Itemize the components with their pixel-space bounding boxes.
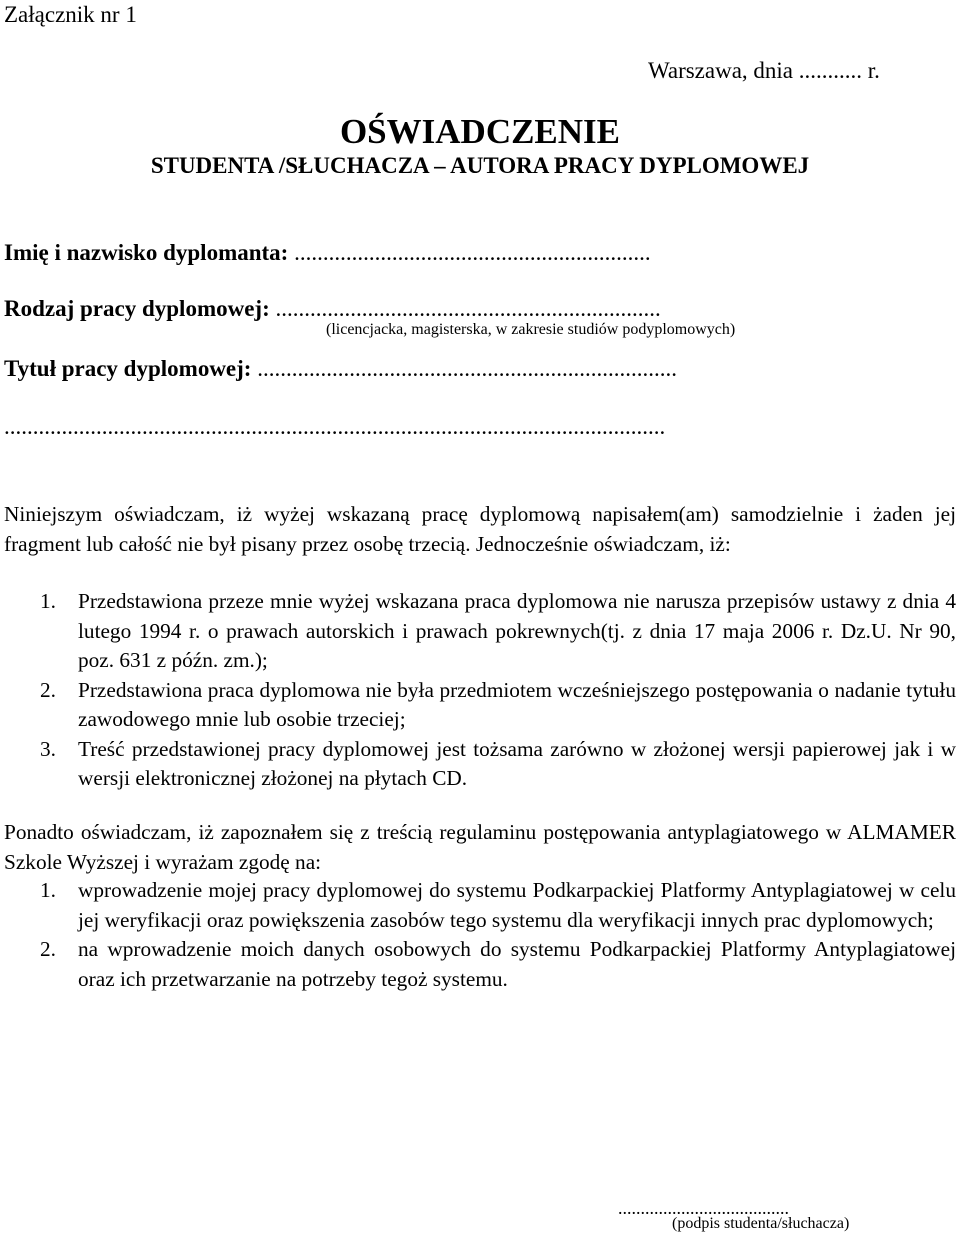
- thesis-title-field: [4, 356, 677, 382]
- thesis-title-dots-line: ...................................................................................................................: [4, 414, 666, 439]
- signature-label: (podpis studenta/słuchacza): [672, 1215, 850, 1232]
- name-field-label: Imię i nazwisko dyplomanta:: [4, 240, 289, 265]
- list-item: [4, 935, 956, 994]
- list-item-number: 2.: [40, 677, 56, 702]
- place-date: Warszawa, dnia ........... r.: [648, 58, 880, 83]
- statement-list: [4, 587, 956, 794]
- list-item-text: Przedstawiona praca dyplomowa nie była przedmiotem wcześniejszego postępowania o nadanie tytułu zawodowego mnie lub osobie trzeciej;: [78, 677, 956, 731]
- list-item-number: 1.: [40, 878, 56, 902]
- name-field-dots: ..............................................................: [288, 240, 651, 265]
- list-item-number: 2.: [40, 937, 56, 961]
- list-item: [4, 676, 956, 735]
- consent-intro: Ponadto oświadczam, iż zapoznałem się z treścią regulaminu postępowania antyplagiatowego w ALMAMER Szkole Wyższej i wyrażam zgodę na:: [4, 820, 956, 874]
- thesis-title-dots: .........................................................................: [251, 356, 677, 381]
- thesis-title-label: Tytuł pracy dyplomowej:: [4, 356, 252, 381]
- list-item: [4, 876, 956, 935]
- thesis-type-label: Rodzaj pracy dyplomowej:: [4, 296, 270, 321]
- list-item: [4, 587, 956, 676]
- list-item-number: 3.: [40, 736, 56, 761]
- document-title: OŚWIADCZENIE: [339, 112, 621, 151]
- list-item-text: Przedstawiona przeze mnie wyżej wskazana praca dyplomowa nie narusza przepisów ustawy z dnia 4 lutego 1994 r. o prawach autorskich i prawach pokrewnych(tj. z dnia 17 maja 2006 r. Dz.U. Nr 90, poz. 631 z późn. zm.);: [78, 589, 956, 672]
- name-field: [4, 240, 651, 266]
- thesis-type-dots: ...................................................................: [269, 296, 661, 321]
- list-item-text: wprowadzenie mojej pracy dyplomowej do systemu Podkarpackiej Platformy Antyplagiatowej w celu jej weryfikacji oraz powiększenia zasobów tego systemu dla weryfikacji innych prac dyplomowych;: [78, 878, 956, 932]
- document-subtitle: STUDENTA /SŁUCHACZA – AUTORA PRACY DYPLOMOWEJ: [150, 153, 810, 178]
- statement-intro: Niniejszym oświadczam, iż wyżej wskazaną pracę dyplomową napisałem(am) samodzielnie i żaden jej fragment lub całość nie był pisany przez osobę trzecią. Jednocześnie oświadczam, iż:: [4, 502, 956, 556]
- list-item-text: na wprowadzenie moich danych osobowych do systemu Podkarpackiej Platformy Antyplagiatowej oraz ich przetwarzanie na potrzeby tegoż systemu.: [78, 937, 956, 991]
- signature-dots: ......................................: [618, 1198, 789, 1218]
- thesis-type-hint: (licencjacka, magisterska, w zakresie studiów podyplomowych): [326, 321, 736, 338]
- attachment-label: Załącznik nr 1: [4, 2, 137, 27]
- list-item: [4, 735, 956, 794]
- list-item-text: Treść przedstawionej pracy dyplomowej jest tożsama zarówno w złożonej wersji papierowej jak i w wersji elektronicznej złożonej na płytach CD.: [78, 736, 956, 790]
- consent-list: [4, 876, 956, 994]
- list-item-number: 1.: [40, 589, 56, 613]
- thesis-type-field: [4, 296, 661, 322]
